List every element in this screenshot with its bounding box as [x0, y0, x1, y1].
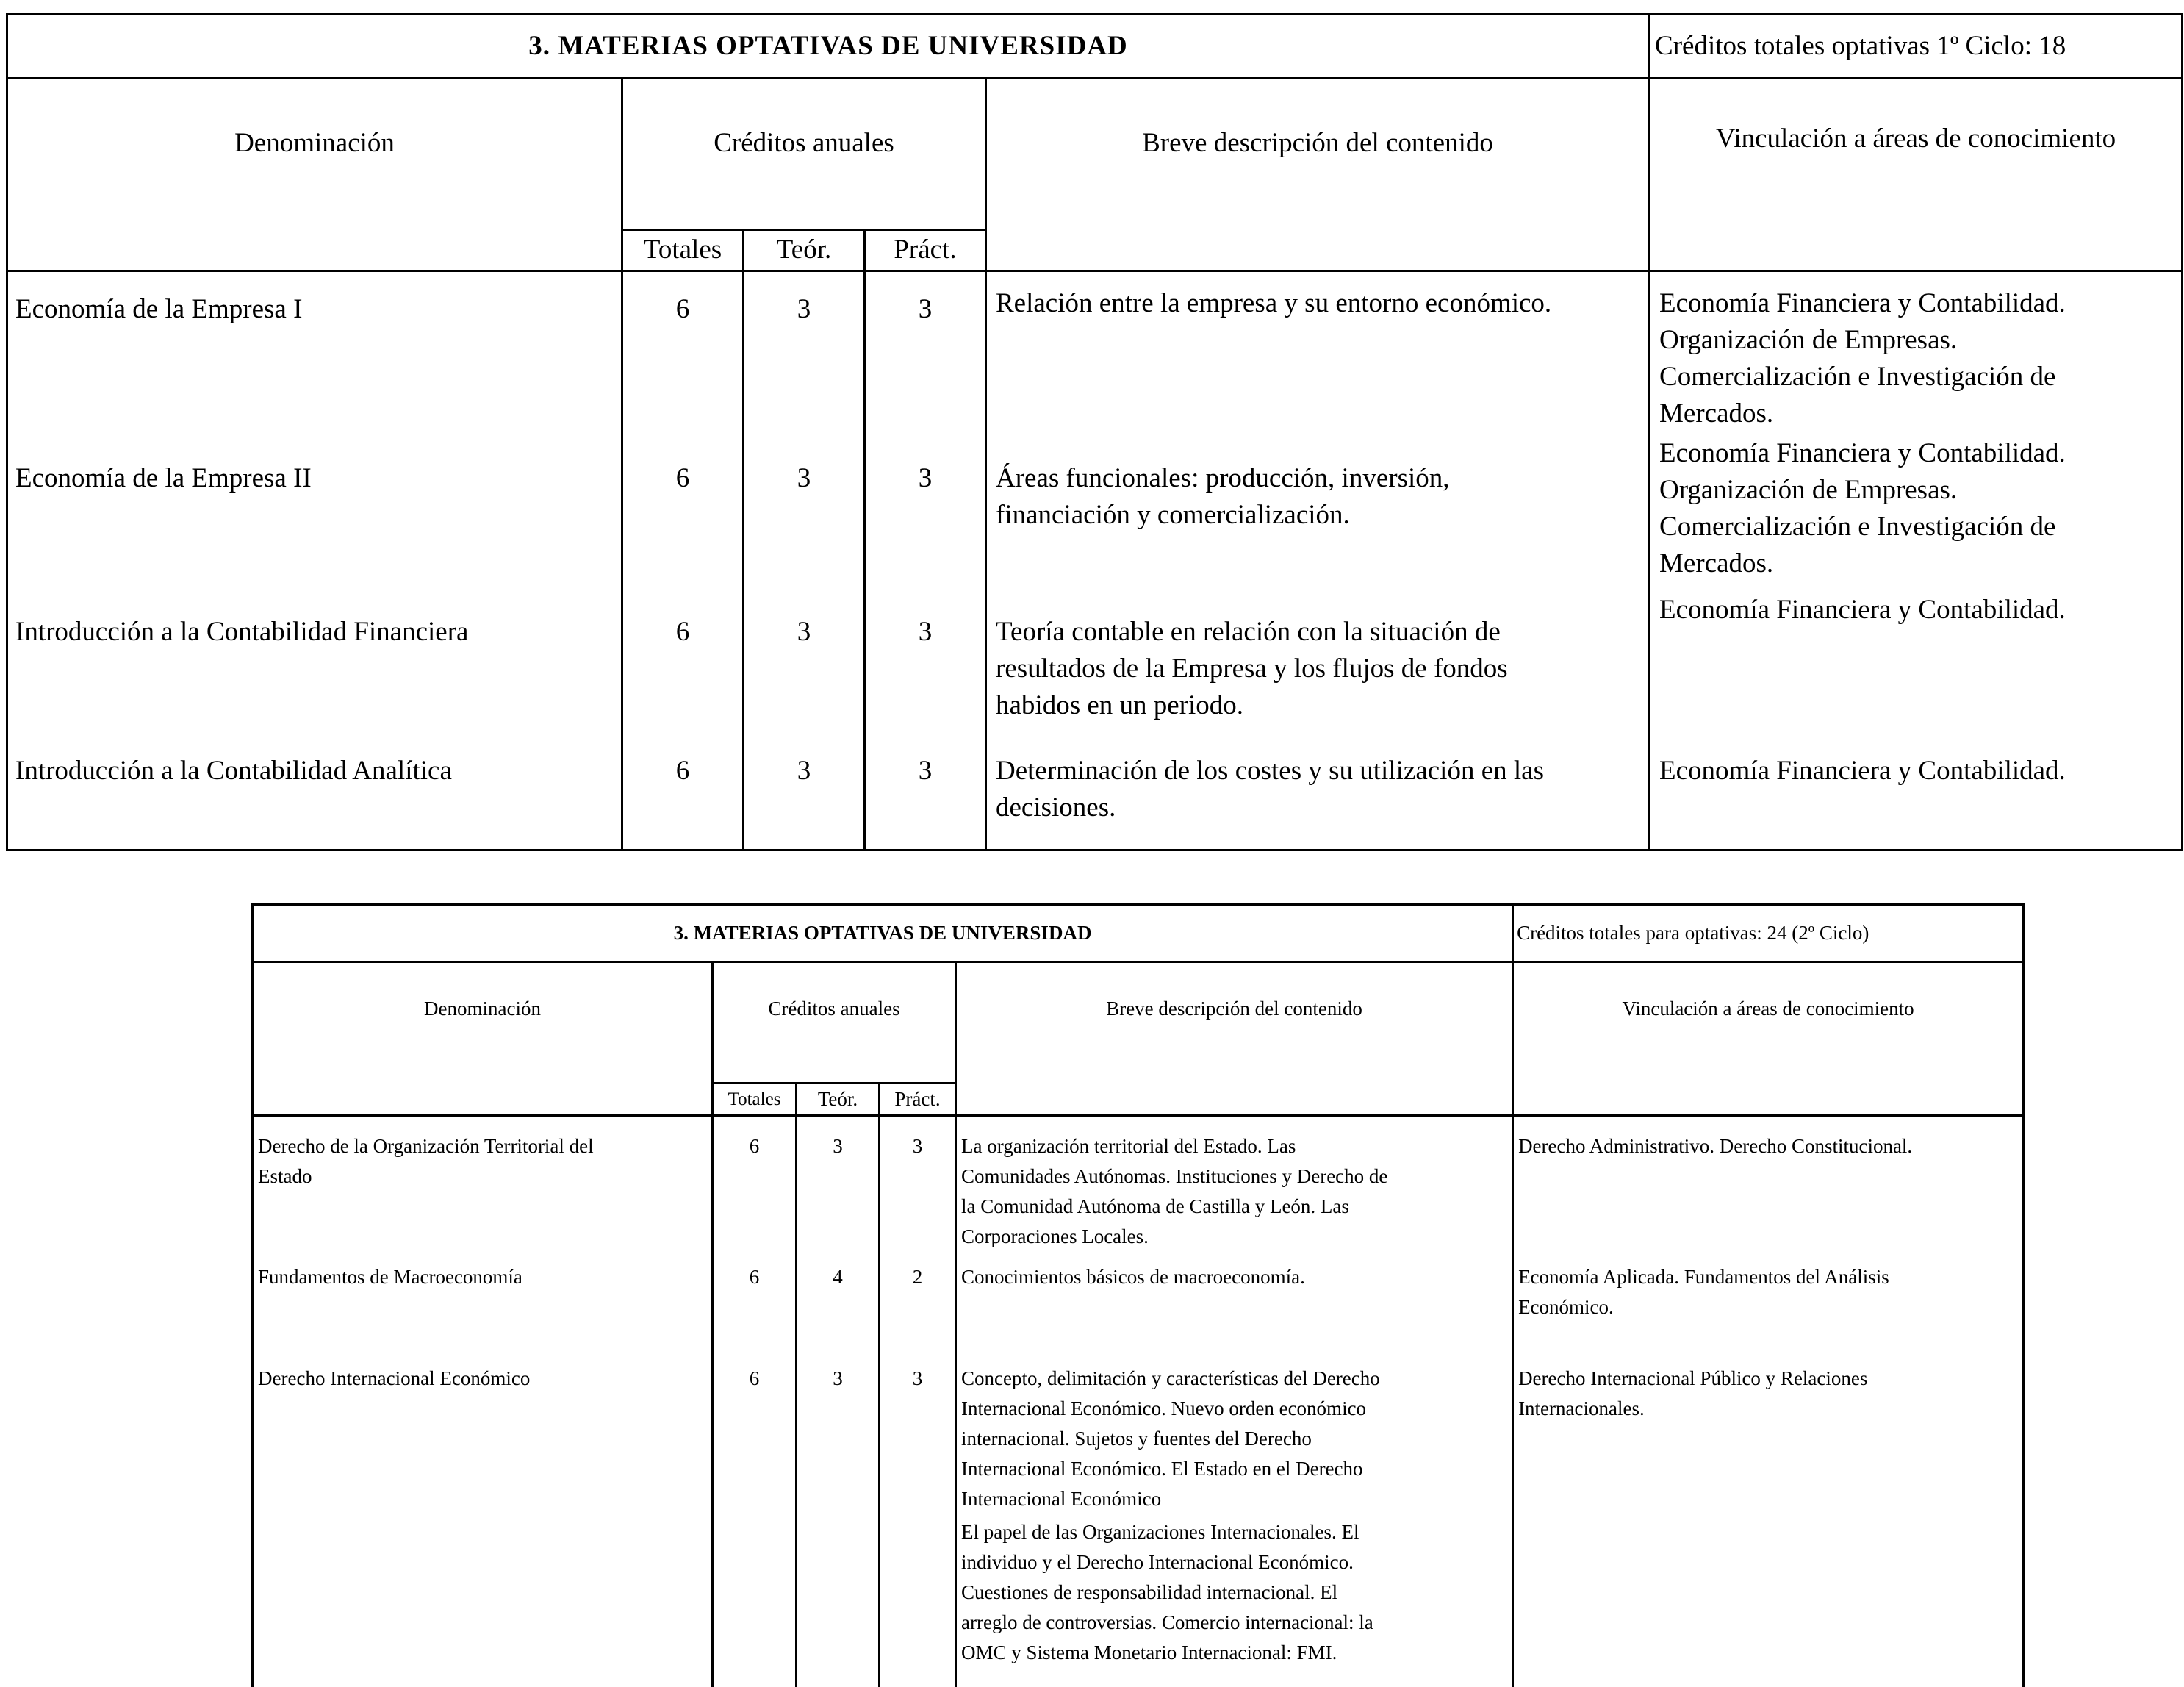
description-line: Internacional Económico. El Estado en el Derecho: [961, 1458, 1363, 1480]
credits-teor: 4: [797, 1252, 880, 1346]
total-credits: Créditos totales para optativas: 24 (2º Ciclo): [1513, 905, 2024, 962]
header-areas: Vinculación a áreas de conocimiento: [1650, 79, 2183, 271]
area-line: Comercialización e Investigación de: [1659, 511, 2056, 542]
knowledge-areas: [1513, 1116, 2024, 1253]
area-line: Derecho Administrativo. Derecho Constitucional.: [1518, 1135, 1913, 1157]
credits-totales: 6: [713, 1346, 797, 1687]
description-line: OMC y Sistema Monetario Internacional: FMI.: [961, 1641, 1337, 1663]
credits-totales: 6: [622, 435, 744, 592]
credits-totales: 6: [622, 592, 744, 734]
description-continuation: [961, 1517, 1512, 1668]
header-pract: Práct.: [880, 1084, 956, 1116]
area-line: Derecho Internacional Público y Relaciones: [1518, 1367, 1868, 1389]
credits-teor: 3: [797, 1116, 880, 1253]
credits-pract: 3: [865, 734, 986, 850]
description-line: la Comunidad Autónoma de Castilla y León. Las: [961, 1195, 1349, 1217]
table-row: [253, 1346, 2024, 1687]
header-name: Denominación: [7, 79, 622, 271]
subject-name: Introducción a la Contabilidad Financiera: [7, 592, 622, 734]
table-row: [7, 435, 2183, 592]
total-credits: Créditos totales optativas 1º Ciclo: 18: [1650, 15, 2183, 79]
credits-teor: 3: [797, 1346, 880, 1687]
credits-teor: 3: [744, 435, 865, 592]
header-description: Breve descripción del contenido: [986, 79, 1650, 271]
description-line: financiación y comercialización.: [996, 499, 1350, 530]
description-line: La organización territorial del Estado. Las: [961, 1135, 1296, 1157]
description-line: decisiones.: [996, 792, 1116, 823]
area-line: Internacionales.: [1518, 1397, 1645, 1419]
area-line: Economía Financiera y Contabilidad.: [1659, 595, 2066, 626]
content-description: [956, 1346, 1513, 1687]
credits-totales: 6: [622, 271, 744, 435]
description-line: El papel de las Organizaciones Internacionales. El: [961, 1521, 1359, 1543]
optional-subjects-table-1st-cycle: [6, 13, 2183, 851]
description-line: Internacional Económico. Nuevo orden económico: [961, 1397, 1367, 1419]
description-line: arreglo de controversias. Comercio internacional: la: [961, 1611, 1373, 1633]
knowledge-areas: [1650, 734, 2183, 850]
subject-name-line: Derecho Internacional Económico: [258, 1367, 531, 1389]
optional-subjects-table-2nd-cycle: [251, 903, 2025, 1687]
area-line: Economía Aplicada. Fundamentos del Análisis: [1518, 1266, 1889, 1288]
description-line: Teoría contable en relación con la situación de: [996, 617, 1501, 648]
subject-name: [253, 1116, 713, 1253]
area-line: Económico.: [1518, 1296, 1614, 1318]
table-title: 3. MATERIAS OPTATIVAS DE UNIVERSIDAD: [253, 905, 1513, 962]
knowledge-areas: [1650, 271, 2183, 435]
credits-teor: 3: [744, 734, 865, 850]
description-line: Relación entre la empresa y su entorno económico.: [996, 288, 1552, 319]
description-line: Conocimientos básicos de macroeconomía.: [961, 1266, 1305, 1288]
content-description: [986, 271, 1650, 435]
header-totales: Totales: [713, 1084, 797, 1116]
header-credits: Créditos anuales: [713, 962, 956, 1084]
subject-name-line: Derecho de la Organización Territorial del: [258, 1135, 594, 1157]
credits-teor: 3: [744, 271, 865, 435]
area-line: Organización de Empresas.: [1659, 325, 1958, 356]
credits-pract: 3: [880, 1116, 956, 1253]
table-row: [253, 1252, 2024, 1346]
header-pract: Práct.: [865, 229, 986, 271]
description-line: Cuestiones de responsabilidad internacional. El: [961, 1581, 1338, 1603]
area-line: Economía Financiera y Contabilidad.: [1659, 437, 2066, 468]
header-description: Breve descripción del contenido: [956, 962, 1513, 1116]
table-row: [7, 592, 2183, 734]
description-line: Concepto, delimitación y características del Derecho: [961, 1367, 1380, 1389]
header-teor: Teór.: [797, 1084, 880, 1116]
header-teor: Teór.: [744, 229, 865, 271]
description-line: Internacional Económico: [961, 1488, 1162, 1510]
credits-pract: 2: [880, 1252, 956, 1346]
description-line: Áreas funcionales: producción, inversión,: [996, 462, 1450, 493]
header-totales: Totales: [622, 229, 744, 271]
credits-totales: 6: [713, 1252, 797, 1346]
subject-name-line: Estado: [258, 1165, 312, 1187]
header-areas: Vinculación a áreas de conocimiento: [1513, 962, 2024, 1116]
area-line: Organización de Empresas.: [1659, 474, 1958, 505]
knowledge-areas: [1513, 1252, 2024, 1346]
content-description: [986, 435, 1650, 592]
area-line: Mercados.: [1659, 398, 1774, 429]
credits-totales: 6: [622, 734, 744, 850]
content-description: [986, 592, 1650, 734]
subject-name: [253, 1252, 713, 1346]
description-line: resultados de la Empresa y los flujos de fondos: [996, 653, 1508, 684]
description-line: Corporaciones Locales.: [961, 1225, 1149, 1247]
header-name: Denominación: [253, 962, 713, 1116]
description-line: internacional. Sujetos y fuentes del Derecho: [961, 1428, 1312, 1450]
description-line: habidos en un periodo.: [996, 690, 1244, 721]
table-row: [253, 1116, 2024, 1253]
content-description: [956, 1252, 1513, 1346]
credits-pract: 3: [865, 592, 986, 734]
credits-pract: 3: [865, 435, 986, 592]
subject-name-line: Fundamentos de Macroeconomía: [258, 1266, 522, 1288]
credits-pract: 3: [880, 1346, 956, 1687]
subject-name: Economía de la Empresa I: [7, 271, 622, 435]
content-description: [956, 1116, 1513, 1253]
header-credits: Créditos anuales: [622, 79, 986, 229]
knowledge-areas: [1650, 592, 2183, 734]
description-line: Comunidades Autónomas. Instituciones y Derecho de: [961, 1165, 1388, 1187]
area-line: Economía Financiera y Contabilidad.: [1659, 756, 2066, 787]
content-description: [986, 734, 1650, 850]
area-line: Mercados.: [1659, 548, 1774, 579]
description-line: individuo y el Derecho Internacional Económico.: [961, 1551, 1354, 1573]
table-title: 3. MATERIAS OPTATIVAS DE UNIVERSIDAD: [7, 15, 1650, 79]
knowledge-areas: [1650, 435, 2183, 592]
area-line: Comercialización e Investigación de: [1659, 362, 2056, 393]
credits-teor: 3: [744, 592, 865, 734]
subject-name: [253, 1346, 713, 1687]
subject-name: Economía de la Empresa II: [7, 435, 622, 592]
subject-name: Introducción a la Contabilidad Analítica: [7, 734, 622, 850]
description-line: Determinación de los costes y su utilización en las: [996, 756, 1544, 787]
table-row: [7, 271, 2183, 435]
table-row: [7, 734, 2183, 850]
credits-totales: 6: [713, 1116, 797, 1253]
area-line: Economía Financiera y Contabilidad.: [1659, 288, 2066, 319]
credits-pract: 3: [865, 271, 986, 435]
knowledge-areas: [1513, 1346, 2024, 1687]
